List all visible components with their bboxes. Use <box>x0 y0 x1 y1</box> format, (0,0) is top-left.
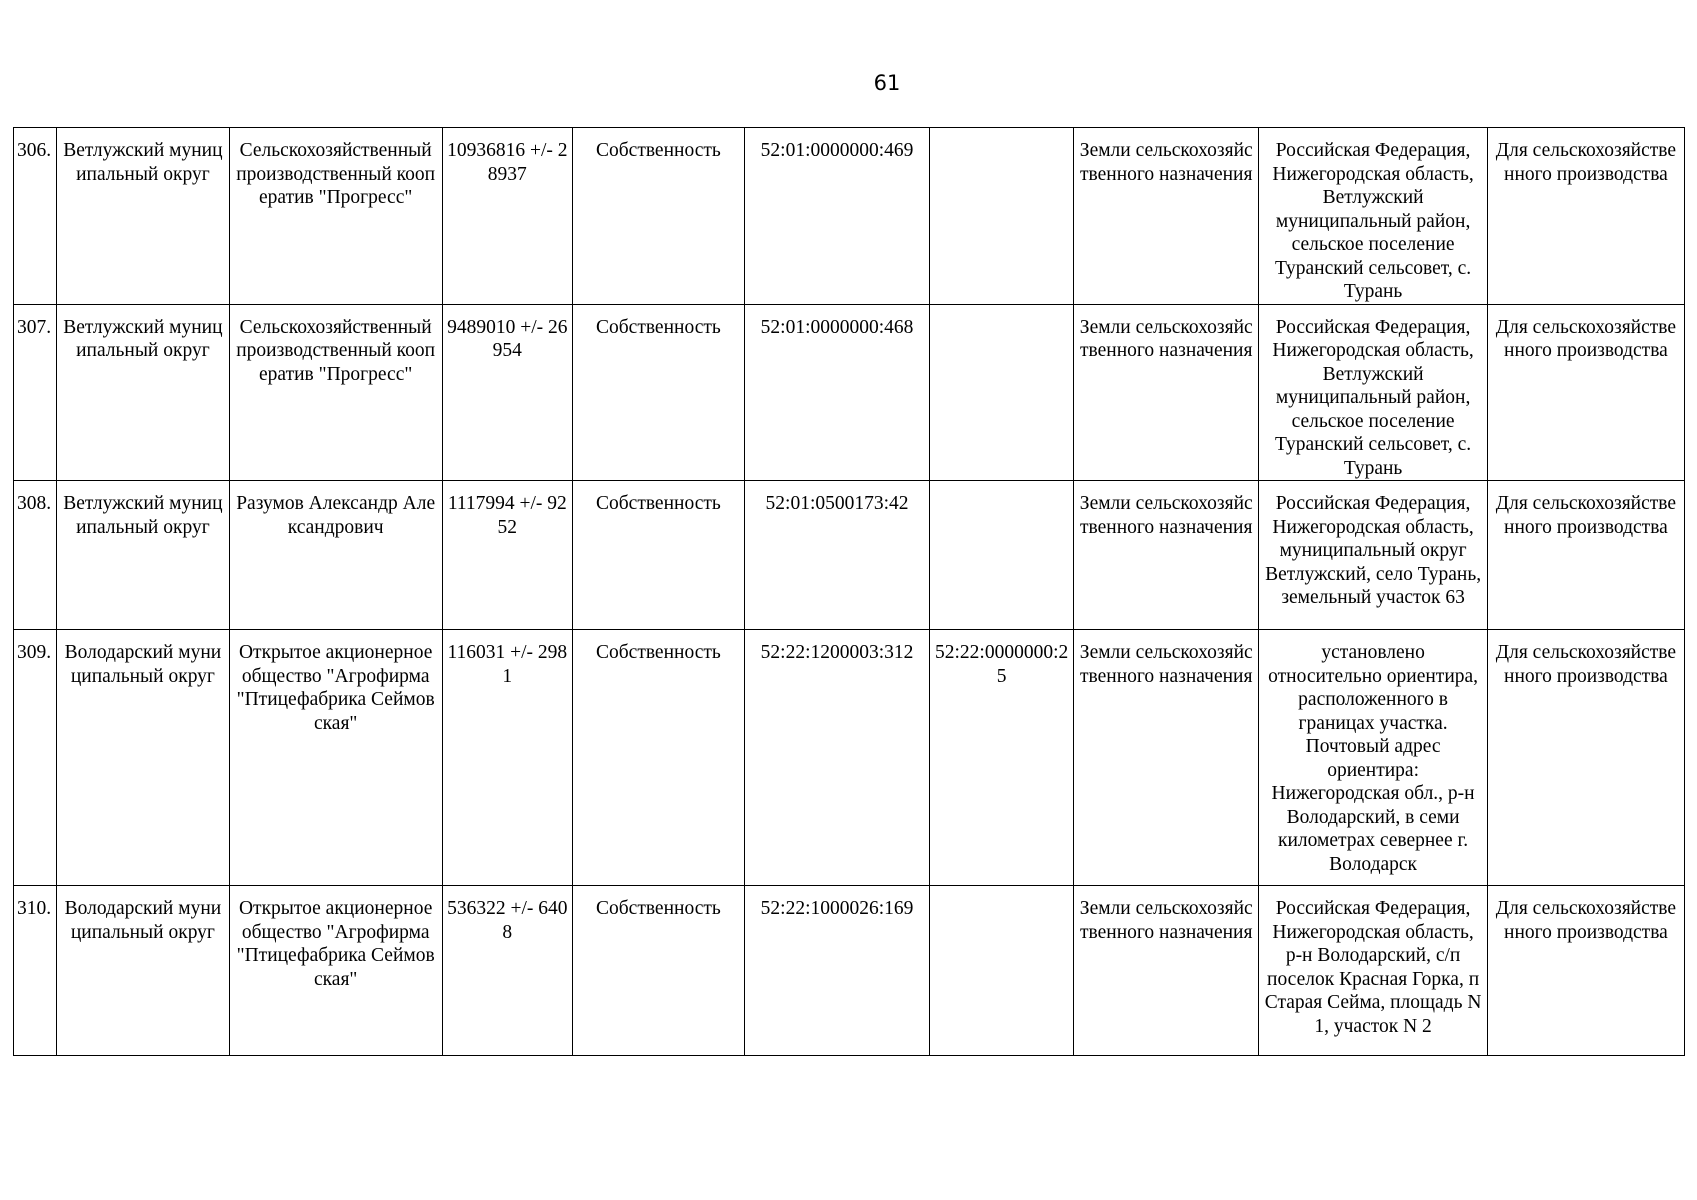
row-number: 307. <box>14 304 57 481</box>
parent-cadastral-cell: 52:22:0000000:25 <box>930 630 1074 886</box>
land-category-cell: Земли сельскохозяйственного назначения <box>1074 481 1259 630</box>
land-registry-table <box>13 127 1685 1056</box>
area-cell: 116031 +/- 2981 <box>442 630 572 886</box>
table-row <box>14 886 1685 1056</box>
holder-cell: Открытое акционерное общество "Агрофирма "Птицефабрика Сеймовская" <box>229 630 442 886</box>
row-number: 310. <box>14 886 57 1056</box>
address-cell: Российская Федерация, Нижегородская область, Ветлужский муниципальный район, сельское поселение Туранский сельсовет, с. Турань <box>1259 304 1488 481</box>
land-category-cell: Земли сельскохозяйственного назначения <box>1074 128 1259 305</box>
land-category-cell: Земли сельскохозяйственного назначения <box>1074 886 1259 1056</box>
holder-cell: Разумов Александр Александрович <box>229 481 442 630</box>
holder-cell: Открытое акционерное общество "Агрофирма "Птицефабрика Сеймовская" <box>229 886 442 1056</box>
district-cell: Володарский муниципальный округ <box>57 886 229 1056</box>
parent-cadastral-cell <box>930 128 1074 305</box>
page-number: 61 <box>873 71 901 95</box>
table-row <box>14 304 1685 481</box>
table-row <box>14 630 1685 886</box>
area-cell: 10936816 +/- 28937 <box>442 128 572 305</box>
right-cell: Собственность <box>572 304 744 481</box>
cadastral-number-cell: 52:22:1200003:312 <box>744 630 929 886</box>
cadastral-number-cell: 52:01:0000000:469 <box>744 128 929 305</box>
district-cell: Ветлужский муниципальный округ <box>57 304 229 481</box>
land-category-cell: Земли сельскохозяйственного назначения <box>1074 630 1259 886</box>
permitted-use-cell: Для сельскохозяйственного производства <box>1487 481 1684 630</box>
permitted-use-cell: Для сельскохозяйственного производства <box>1487 304 1684 481</box>
row-number: 308. <box>14 481 57 630</box>
permitted-use-cell: Для сельскохозяйственного производства <box>1487 886 1684 1056</box>
parent-cadastral-cell <box>930 304 1074 481</box>
district-cell: Ветлужский муниципальный округ <box>57 481 229 630</box>
cadastral-number-cell: 52:22:1000026:169 <box>744 886 929 1056</box>
area-cell: 1117994 +/- 9252 <box>442 481 572 630</box>
permitted-use-cell: Для сельскохозяйственного производства <box>1487 128 1684 305</box>
table-row <box>14 128 1685 305</box>
area-cell: 536322 +/- 6408 <box>442 886 572 1056</box>
row-number: 306. <box>14 128 57 305</box>
area-cell: 9489010 +/- 26954 <box>442 304 572 481</box>
cadastral-number-cell: 52:01:0500173:42 <box>744 481 929 630</box>
address-cell: Российская Федерация, Нижегородская область, р-н Володарский, с/п поселок Красная Горка, п Старая Сейма, площадь N 1, участок N 2 <box>1259 886 1488 1056</box>
cadastral-number-cell: 52:01:0000000:468 <box>744 304 929 481</box>
district-cell: Володарский муниципальный округ <box>57 630 229 886</box>
address-cell: установлено относительно ориентира, расположенного в границах участка. Почтовый адрес ориентира: Нижегородская обл., р-н Володарский, в семи километрах севернее г. Володарск <box>1259 630 1488 886</box>
address-cell: Российская Федерация, Нижегородская область, муниципальный округ Ветлужский, село Турань, земельный участок 63 <box>1259 481 1488 630</box>
permitted-use-cell: Для сельскохозяйственного производства <box>1487 630 1684 886</box>
table-row <box>14 481 1685 630</box>
right-cell: Собственность <box>572 886 744 1056</box>
holder-cell: Сельскохозяйственный производственный кооператив "Прогресс" <box>229 304 442 481</box>
holder-cell: Сельскохозяйственный производственный кооператив "Прогресс" <box>229 128 442 305</box>
parent-cadastral-cell <box>930 481 1074 630</box>
land-category-cell: Земли сельскохозяйственного назначения <box>1074 304 1259 481</box>
address-cell: Российская Федерация, Нижегородская область, Ветлужский муниципальный район, сельское поселение Туранский сельсовет, с. Турань <box>1259 128 1488 305</box>
right-cell: Собственность <box>572 481 744 630</box>
row-number: 309. <box>14 630 57 886</box>
parent-cadastral-cell <box>930 886 1074 1056</box>
right-cell: Собственность <box>572 128 744 305</box>
district-cell: Ветлужский муниципальный округ <box>57 128 229 305</box>
right-cell: Собственность <box>572 630 744 886</box>
